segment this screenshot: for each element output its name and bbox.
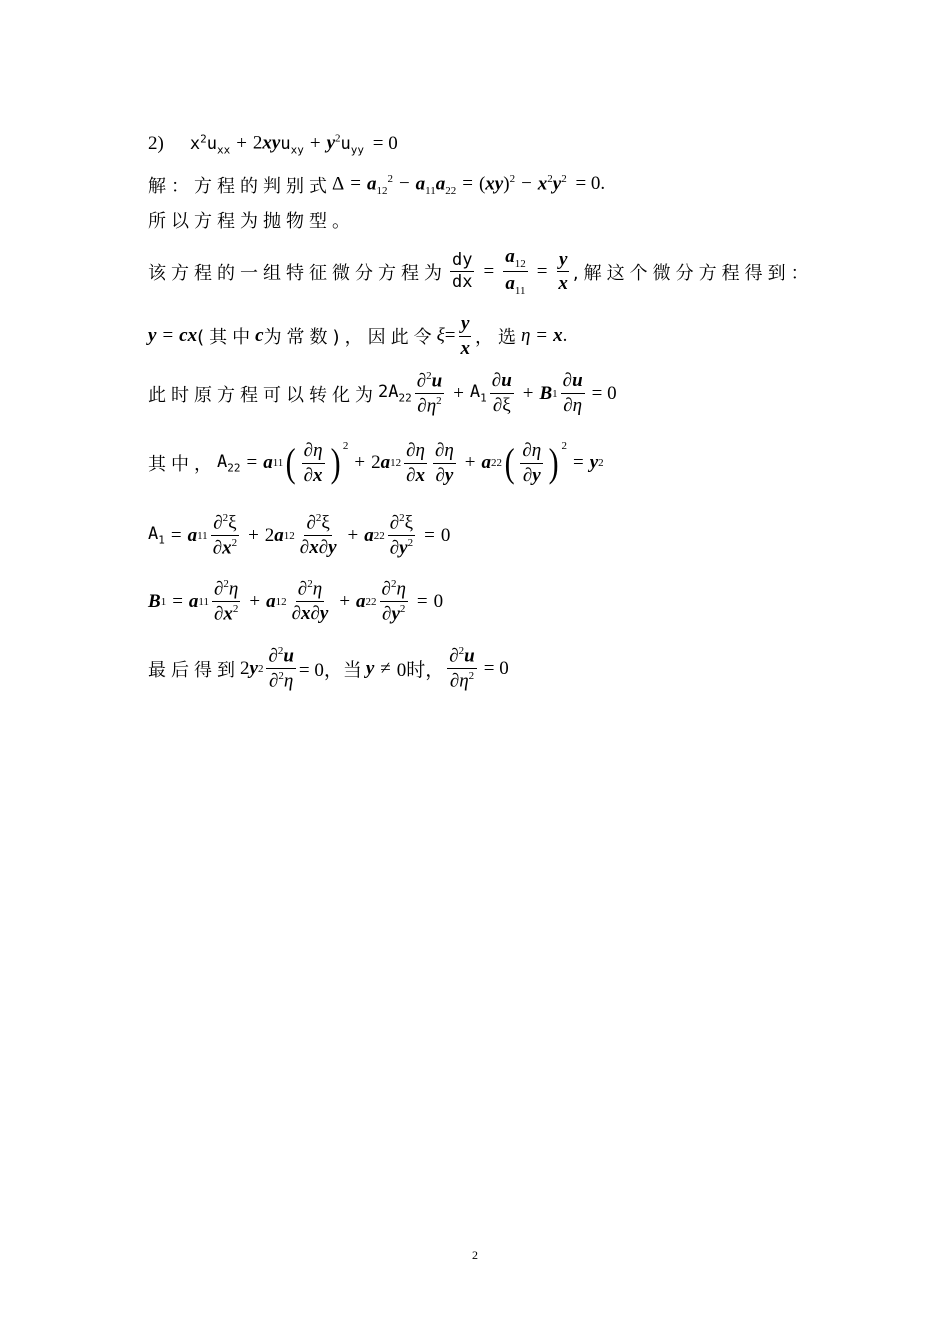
page-number: 2 — [472, 1248, 478, 1262]
type-line — [148, 207, 355, 233]
general-solution-part3: ，选 — [474, 327, 521, 349]
discriminant-result: = 0. — [575, 173, 606, 195]
du-deta-fraction: $\frac{\partial u}{\partial\eta}$ — [562, 370, 583, 417]
d2eta-dy2-fraction: $\frac{\partial^2\eta}{\partial y^2}$ — [381, 578, 406, 625]
d2eta-dxdy-fraction: $\frac{\partial^2\eta}{\partial x\partial y}$ — [291, 578, 329, 625]
deta-dx-fraction-2: $\frac{\partial\eta}{\partial x}$ — [406, 440, 425, 486]
discriminant-formula: $\Delta = a_{12}^2 - a_{11}a_{22} = (xy)^2 - x^2y^2 = 0$. — [332, 172, 606, 198]
characteristic-equation-line: 该方程的一组特征微分方程为 $\frac{dy}{dx}$ = $\frac{a_{12}}{a_{11}}$ = $\frac{y}{x}$ ,解这个微分方程得到： — [148, 246, 814, 298]
d2u-deta2-fraction: $\frac{\partial^2u}{\partial\eta^2}$ — [416, 370, 443, 417]
final-rhs: = 0 — [483, 657, 509, 679]
dy-dx-fraction: $\frac{dy}{dx}$ — [452, 249, 473, 293]
discriminant-text: 方程的判别式 — [194, 176, 332, 197]
general-solution-part2: 为常数)，因此令 — [263, 327, 437, 349]
problem-equation: $x^2u_{xx} + 2xyu_{xy} + y^2u_{yy} = 0$ — [189, 132, 398, 157]
char-eq-outro: ,解这个微分方程得到： — [572, 262, 814, 284]
deta-dy-fraction-2: $\frac{\partial\eta}{\partial y}$ — [522, 440, 542, 486]
d2eta-dx2-fraction: $\frac{\partial^2\eta}{\partial x^2}$ — [214, 578, 239, 625]
parabolic-statement: 所以方程为抛物型。 — [148, 211, 355, 232]
problem-line — [148, 132, 398, 156]
coefficients-intro: 其中， — [148, 454, 217, 476]
a1-line: $A_1$ = a 11 $\frac{\partial^2\xi}{\partial x^2}$ + 2 a 12 $\frac{\partial^2\xi}{\partial x\partial y}$ + a 22 $\frac{\partial^2\xi}{\partial y^2}$ = 0 — [148, 512, 451, 559]
final-d2u-fraction: $\frac{\partial^2u}{\partial^2\eta}$ — [268, 645, 294, 692]
final-line: 最后得到 2 y 2 $\frac{\partial^2u}{\partial^2\eta}$ = 0，当 y ≠ 0时， $\frac{\partial^2u}{\partial\eta^2}$ = 0 — [148, 645, 509, 692]
du-dxi-fraction: $\frac{\partial u}{\partial\xi}$ — [491, 370, 512, 417]
char-eq-intro: 该方程的一组特征微分方程为 — [148, 262, 447, 284]
final-condition: 0时， — [396, 660, 445, 682]
d2xi-dx2-fraction: $\frac{\partial^2\xi}{\partial x^2}$ — [212, 512, 238, 559]
problem-equation-rhs: = 0 — [372, 132, 398, 154]
discriminant-line — [148, 172, 605, 198]
transformed-rhs: = 0 — [591, 382, 617, 404]
a12-a11-fraction: $\frac{a_{12}}{a_{11}}$ — [505, 246, 526, 298]
a22-line: 其中， $A_{22}$ = a 11 ( $\frac{\partial\eta}{\partial x}$ ) $^2$ + 2 a 12 $\frac{\partial\eta}{\partial x}$ $\frac{\partial\eta}{\partial y}$ + a 22 ( $\frac{\partial\eta}{\partial y}$ ) $^2$ = y 2 — [148, 440, 604, 486]
b1-line: B 1 = a 11 $\frac{\partial^2\eta}{\partial x^2}$ + a 12 $\frac{\partial^2\eta}{\partial x\partial y}$ + a 22 $\frac{\partial^2\eta}{\partial y^2}$ = 0 — [148, 578, 444, 625]
final-mid: = 0，当 — [298, 660, 362, 682]
deta-dy-fraction: $\frac{\partial\eta}{\partial y}$ — [434, 440, 454, 486]
final-d2u-deta2-fraction: $\frac{\partial^2u}{\partial\eta^2}$ — [449, 645, 475, 692]
d2xi-dxdy-fraction: $\frac{\partial^2\xi}{\partial x\partial y}$ — [299, 512, 337, 559]
final-intro: 最后得到 — [148, 659, 240, 681]
general-solution-line: y = cx (其中 c 为常数)，因此令 ξ = $\frac{y}{x}$ ，选 η = x . — [148, 313, 568, 359]
d2xi-dy2-fraction: $\frac{\partial^2\xi}{\partial y^2}$ — [389, 512, 414, 559]
general-solution-part1: (其中 — [197, 327, 256, 349]
transformed-equation-line: 此时原方程可以转化为 $2A_{22}$ $\frac{\partial^2u}{\partial\eta^2}$ + $A_1$ $\frac{\partial u}{\partial\xi}$ + B 1 $\frac{\partial u}{\partial\eta}$ = 0 — [148, 370, 617, 417]
y-x-fraction: $\frac{y}{x}$ — [558, 248, 568, 295]
transformed-intro: 此时原方程可以转化为 — [148, 384, 378, 406]
problem-number: 2) — [148, 133, 164, 155]
deta-dx-fraction: $\frac{\partial\eta}{\partial x}$ — [303, 440, 323, 486]
xi-fraction: $\frac{y}{x}$ — [460, 313, 470, 359]
solution-label: 解： — [148, 176, 194, 197]
